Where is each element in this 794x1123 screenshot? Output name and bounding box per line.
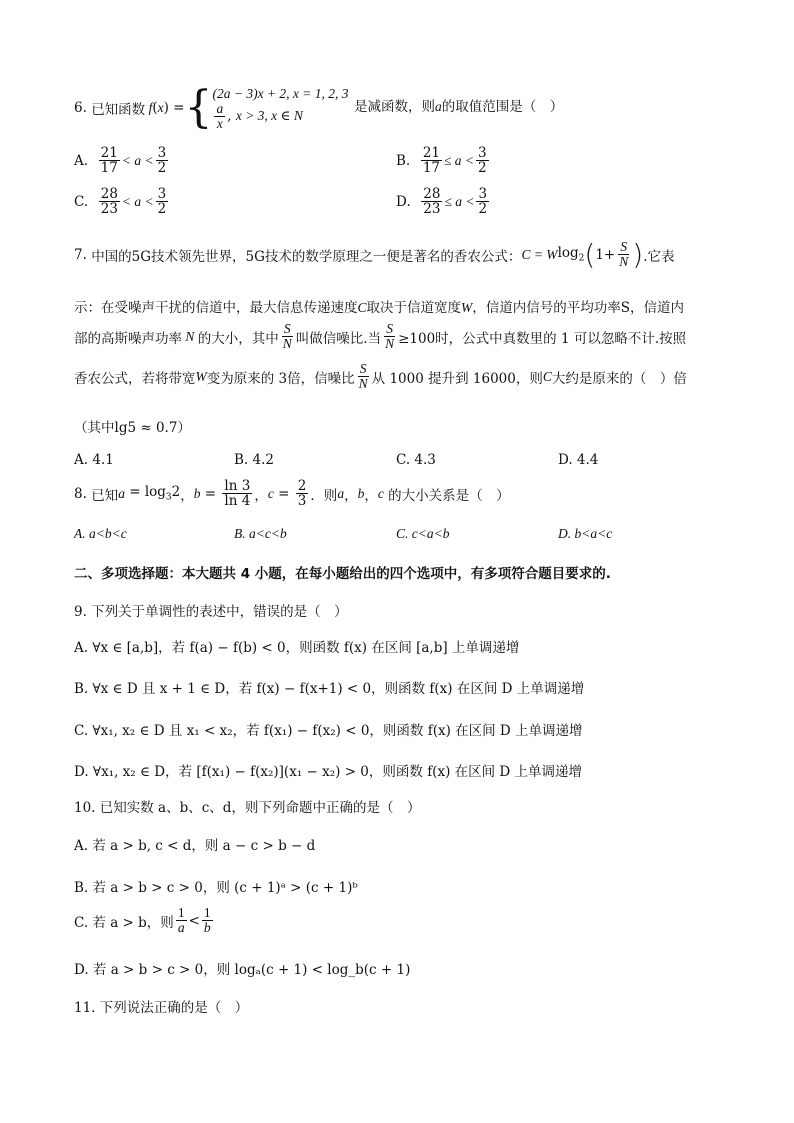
q6-opt-a-label: A. (74, 152, 89, 169)
q6-piece1: (2a − 3)x + 2, x = 1, 2, 3 (212, 85, 349, 101)
q6-a-den2: 2 (157, 160, 167, 177)
q6-option-a[interactable]: A. $\frac{21}{17}$ < a < $\frac{3}{2}$ (74, 145, 167, 177)
q8-text2: ．则 (310, 487, 338, 504)
q6-option-c[interactable]: C. $\frac{28}{23}$ < a < $\frac{3}{2}$ (74, 186, 167, 218)
q8-text3: 的大小关系是（ ） (388, 487, 510, 504)
q6-number: 6. (74, 100, 87, 116)
q6-opt-c-label: C. (74, 193, 89, 210)
q6-b-num2: 3 (478, 145, 487, 161)
q7-line3a: 部的高斯噪声功率 (74, 330, 182, 347)
q7-line2b: 取决于信道宽度 (366, 300, 462, 316)
q7-line4: 香农公式，若将带宽 W 变为原来的 3倍，信噪比 $\frac{S}{N}$ 从 1000 提升到 16000，则 C 大约是原来的（ ）倍 (74, 361, 687, 392)
q6-b-den2: 2 (478, 160, 487, 177)
q7-line4d: 大约是原来的（ ）倍 (551, 370, 687, 387)
q10-option-d[interactable]: D. 若 a > b > c > 0，则 logₐ(c + 1) < log_b(c + 1) (74, 962, 411, 978)
q7-option-b[interactable]: B. 4.2 (234, 452, 274, 468)
q6-c-den: 23 (100, 201, 118, 218)
q7-line1-tail: .它表 (643, 248, 675, 265)
q9-option-d[interactable]: D. ∀x₁, x₂ ∈ D，若 [f(x₁) − f(x₂)](x₁ − x₂) > 0，则函数 f(x) 在区间 D 上单调递增 (74, 764, 583, 780)
q6-c-num2: 3 (157, 186, 167, 202)
q9-stem: 9. 下列关于单调性的表述中，错误的是（ ） (74, 604, 348, 620)
q6-d-den2: 2 (478, 201, 488, 218)
q6-a-num2: 3 (157, 145, 167, 161)
q7-line2: 示：在受噪声干扰的信道中，最大信息传递速度C取决于信道宽度W，信道内信号的平均功率S，信道内 (74, 300, 685, 316)
q7-line4c: 从 1000 提升到 16000，则 (371, 370, 543, 387)
q8-option-d[interactable]: D. b<a<c (558, 526, 613, 541)
q6-prefix: 已知函数 (91, 102, 146, 118)
q7-line4a: 香农公式，若将带宽 (74, 370, 196, 387)
q7-line3d: ≥100时，公式中真数里的 1 可以忽略不计.按照 (398, 330, 687, 347)
q10-option-c-text: C. 若 a > b，则 (74, 914, 174, 931)
q6-d-num2: 3 (478, 186, 488, 202)
q7-shannon-formula: C = W (521, 246, 558, 262)
q10-option-b[interactable]: B. 若 a > b > c > 0，则 (c + 1)ᵃ > (c + 1)ᵇ (74, 880, 358, 896)
q6-d-num: 28 (423, 186, 441, 202)
q6-suffix: 是减函数，则 (354, 99, 435, 115)
q7-number: 7. (74, 246, 87, 263)
q9-option-b[interactable]: B. ∀x ∈ D 且 x + 1 ∈ D，若 f(x) − f(x+1) < 0，则函数 f(x) 在区间 D 上单调递增 (74, 681, 585, 697)
q7-line3c: 叫做信噪比.当 (295, 330, 382, 347)
q9-option-a[interactable]: A. ∀x ∈ [a,b]，若 f(a) − f(b) < 0，则函数 f(x) 在区间 [a,b] 上单调递增 (74, 640, 520, 656)
q6-piece2: x > 3, x ∈ N (235, 108, 303, 124)
q11-stem: 11. 下列说法正确的是（ ） (74, 1000, 249, 1016)
q6-stem-suffix: 是减函数，则a的取值范围是（ ） (354, 99, 564, 115)
q7-option-d[interactable]: D. 4.4 (558, 452, 599, 468)
q7-line2c: ，信道内信号的平均功率S，信道内 (472, 300, 685, 316)
q8-option-c[interactable]: C. c<a<b (396, 526, 450, 541)
q6-c-den2: 2 (157, 201, 167, 218)
q8-option-b[interactable]: B. a<c<b (234, 526, 287, 541)
q6-stem: 6. 已知函数 f ( x ) = { (2a − 3)x + 2, x = 1, 2, 3 $\frac{a}{x}$ , x > 3, x ∈ N (74, 82, 349, 133)
q7-line3: 部的高斯噪声功率 N 的大小，其中 $\frac{S}{N}$ 叫做信噪比.当 $\frac{S}{N}$ ≥100时，公式中真数里的 1 可以忽略不计.按照 (74, 321, 687, 352)
q6-option-b[interactable]: B. $\frac{21}{17}$ ≤ a < $\frac{3}{2}$ (396, 145, 487, 177)
q7-line4b: 变为原来的 3倍，信噪比 (206, 370, 355, 387)
q6-opt-d-label: D. (396, 193, 411, 210)
q6-piecewise: (2a − 3)x + 2, x = 1, 2, 3 $\frac{a}{x}$ , x > 3, x ∈ N (212, 85, 349, 132)
q10-stem: 10. 已知实数 a、b、c、d，则下列命题中正确的是（ ） (74, 800, 421, 816)
q8-option-a[interactable]: A. a<b<c (74, 526, 127, 541)
q6-c-num: 28 (100, 186, 118, 202)
q6-brace: { (184, 82, 213, 133)
q6-a-den: 17 (100, 160, 118, 177)
q7-line2a: 示：在受噪声干扰的信道中，最大信息传递速度 (74, 300, 358, 316)
q8-number: 8. (74, 485, 87, 502)
q6-opt-b-label: B. (396, 152, 411, 169)
q7-line3b: 的大小，其中 (197, 330, 279, 347)
section-header-multiple-choice: 二、多项选择题：本大题共 4 小题，在每小题给出的四个选项中，有多项符合题目要求的. (74, 566, 611, 582)
q8-stem: 8. 已知 a = $\log_32$ ， b = $\frac{\ln 3}{\ln 4}$ ， c = $\frac{2}{3}$ ．则 a ， b ， c 的大小关系是（ ） (74, 478, 510, 510)
q10-option-a[interactable]: A. 若 a > b, c < d，则 a − c > b − d (74, 838, 316, 854)
q9-option-c[interactable]: C. ∀x₁, x₂ ∈ D 且 x₁ < x₂，若 f(x₁) − f(x₂) < 0，则函数 f(x) 在区间 D 上单调递增 (74, 723, 583, 739)
q7-line1-text: 中国的5G技术领先世界，5G技术的数学原理之一便是著名的香农公式： (91, 248, 522, 265)
q7-option-a[interactable]: A. 4.1 (74, 452, 114, 468)
q6-suffix2: 的取值范围是（ ） (441, 99, 564, 115)
q7-option-c[interactable]: C. 4.3 (396, 452, 436, 468)
q6-a-num: 21 (100, 145, 118, 161)
q6-func: f (145, 100, 153, 115)
q6-b-num: 21 (422, 145, 440, 161)
q8-text1: 已知 (91, 487, 119, 504)
q6-b-den: 17 (422, 160, 440, 177)
q6-option-d[interactable]: D. $\frac{28}{23}$ ≤ a < $\frac{3}{2}$ (396, 186, 488, 218)
q7-line1: 7. 中国的5G技术领先世界，5G技术的数学原理之一便是著名的香农公式： C = W $\log_2$ ( 1+ $\frac{S}{N}$ ) .它表 (74, 237, 675, 271)
q10-option-c[interactable]: C. 若 a > b，则 $\frac{1}{a}$ < $\frac{1}{b}$ (74, 905, 211, 936)
q7-note: （其中lg5 ≈ 0.7） (74, 420, 191, 436)
q6-d-den: 23 (423, 201, 441, 218)
